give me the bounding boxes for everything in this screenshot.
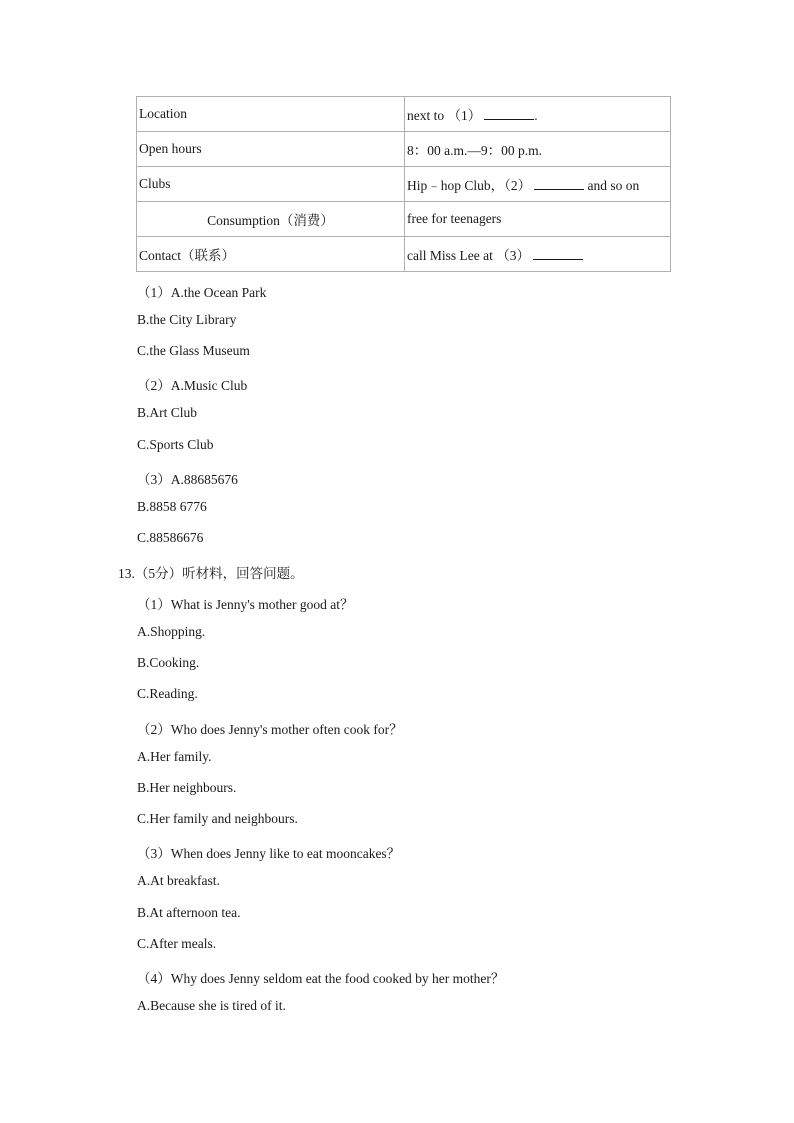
option-line: A.Shopping. [137, 624, 206, 639]
row-label: Open hours [137, 132, 405, 167]
option-line: A.Because she is tired of it. [137, 998, 286, 1013]
option-line: B.the City Library [137, 312, 237, 327]
option-line: B.Art Club [137, 405, 198, 420]
option-line: B.At afternoon tea. [137, 905, 241, 920]
table-row [137, 97, 671, 132]
answer-blank [484, 108, 534, 120]
row-label: Location [137, 97, 405, 132]
option-line: （2）A.Music Club [137, 378, 248, 393]
option-line: A.At breakfast. [137, 873, 220, 888]
option-line: C.Her family and neighbours. [137, 811, 298, 826]
question-line: （2）Who does Jenny's mother often cook for？ [137, 722, 403, 737]
option-line: A.Her family. [137, 749, 212, 764]
answer-blank [533, 248, 583, 260]
row-label: Contact（联系） [137, 237, 405, 272]
option-line: C.Sports Club [137, 437, 214, 452]
table-row [137, 167, 671, 202]
row-label: Consumption（消费） [137, 202, 405, 237]
question-line: （4）Why does Jenny seldom eat the food cooked by her mother？ [137, 971, 505, 986]
question-line: （3）When does Jenny like to eat mooncakes？ [137, 846, 401, 861]
answer-blank [534, 178, 584, 190]
info-table [136, 96, 671, 272]
option-line: C.Reading. [137, 686, 198, 701]
question-line: （1）What is Jenny's mother good at？ [137, 597, 354, 612]
option-line: B.Cooking. [137, 655, 200, 670]
row-value: Hip﹣hop Club，（2） and so on [405, 167, 671, 202]
row-value: next to （1） . [405, 97, 671, 132]
row-label: Clubs [137, 167, 405, 202]
option-line: C.88586676 [137, 530, 204, 545]
option-line: B.8858 6776 [137, 499, 207, 514]
table-row [137, 202, 671, 237]
table-row [137, 237, 671, 272]
option-line: （3）A.88685676 [137, 472, 238, 487]
question-heading: 13.（5分）听材料，回答问题。 [118, 566, 304, 581]
option-line: （1）A.the Ocean Park [137, 285, 267, 300]
option-line: B.Her neighbours. [137, 780, 237, 795]
row-value: call Miss Lee at （3） [405, 237, 671, 272]
option-line: C.After meals. [137, 936, 217, 951]
option-line: C.the Glass Museum [137, 343, 250, 358]
row-value: free for teenagers [405, 202, 671, 237]
row-value: 8：00 a.m.—9：00 p.m. [405, 132, 671, 167]
table-row [137, 132, 671, 167]
